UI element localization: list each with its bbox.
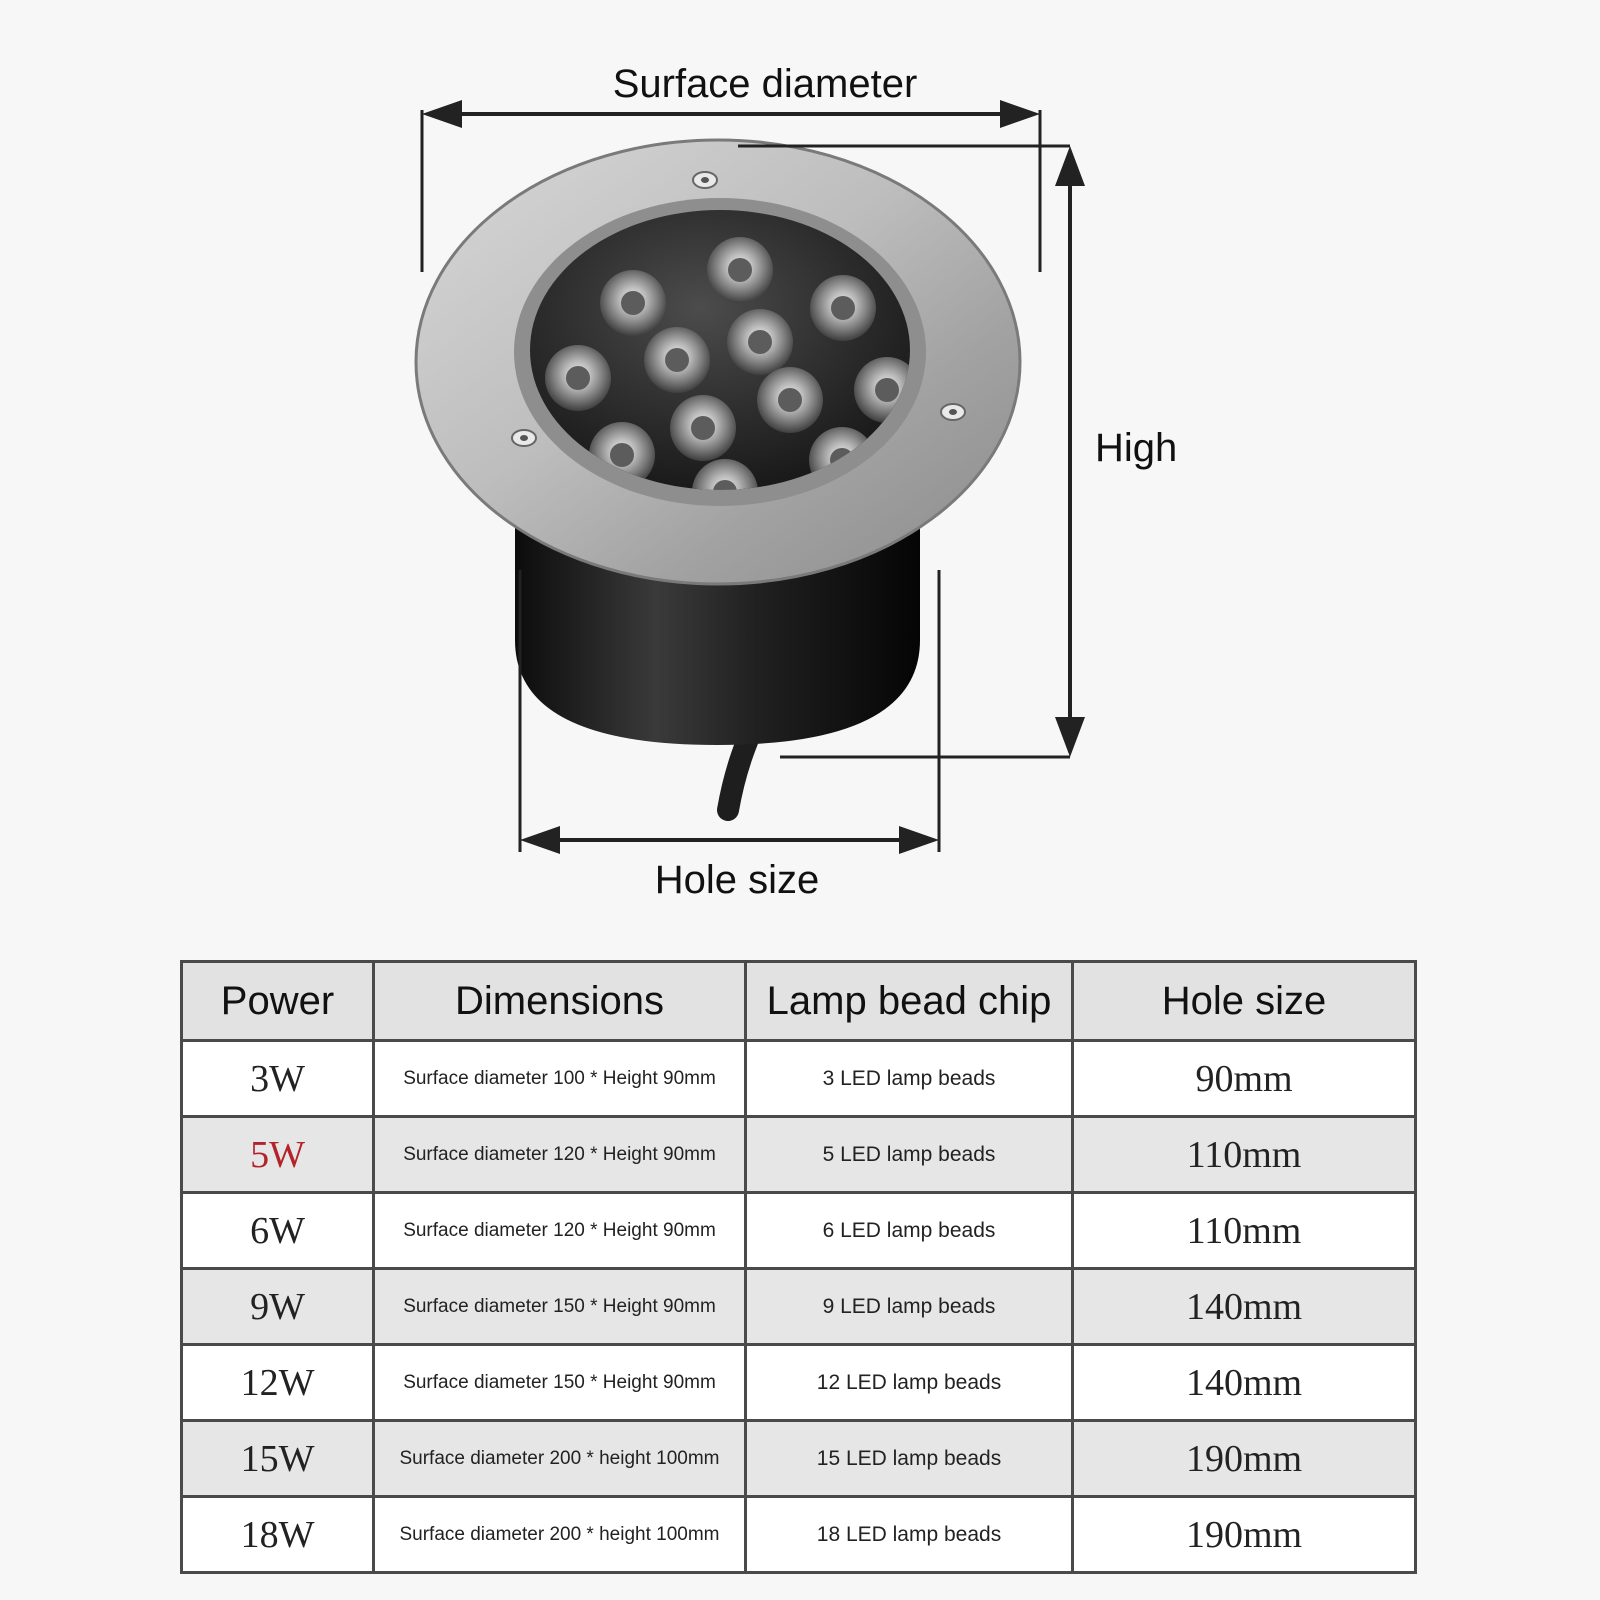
table-row: [182, 1497, 1416, 1573]
led-bead-icon: [644, 327, 710, 393]
table-row: [182, 1345, 1416, 1421]
hole-cell: 110mm: [1073, 1117, 1416, 1193]
dimensions-cell: Surface diameter 150 * Height 90mm: [374, 1345, 746, 1421]
hole-cell: 140mm: [1073, 1345, 1416, 1421]
table-row: [182, 1041, 1416, 1117]
high-label: High: [1095, 426, 1178, 470]
power-cell: 3W: [182, 1041, 374, 1117]
power-cell: 5W: [182, 1117, 374, 1193]
dimensions-cell: Surface diameter 120 * Height 90mm: [374, 1117, 746, 1193]
table-row: [182, 1117, 1416, 1193]
dimensions-cell: Surface diameter 150 * Height 90mm: [374, 1269, 746, 1345]
power-cell: 12W: [182, 1345, 374, 1421]
header-dimensions: Dimensions: [374, 962, 746, 1041]
dimensions-cell: Surface diameter 120 * Height 90mm: [374, 1193, 746, 1269]
hole-cell: 190mm: [1073, 1497, 1416, 1573]
chip-cell: 5 LED lamp beads: [746, 1117, 1073, 1193]
led-bead-icon: [707, 237, 773, 303]
table-row: [182, 1193, 1416, 1269]
hole-cell: 90mm: [1073, 1041, 1416, 1117]
arrow-left-icon: [520, 826, 560, 854]
header-power: Power: [182, 962, 374, 1041]
power-cell: 9W: [182, 1269, 374, 1345]
dimensions-cell: Surface diameter 200 * height 100mm: [374, 1421, 746, 1497]
hole-cell: 140mm: [1073, 1269, 1416, 1345]
arrow-right-icon: [899, 826, 939, 854]
led-bead-icon: [600, 270, 666, 336]
led-bead-icon: [545, 345, 611, 411]
power-cell: 18W: [182, 1497, 374, 1573]
chip-cell: 6 LED lamp beads: [746, 1193, 1073, 1269]
hole-size-label: Hole size: [654, 858, 820, 902]
arrow-down-icon: [1055, 717, 1085, 757]
chip-cell: 12 LED lamp beads: [746, 1345, 1073, 1421]
surface-diameter-label: Surface diameter: [612, 62, 918, 106]
dimensions-cell: Surface diameter 200 * height 100mm: [374, 1497, 746, 1573]
arrow-right-icon: [1000, 100, 1040, 128]
header-lamp-bead-chip: Lamp bead chip: [746, 962, 1073, 1041]
hole-cell: 110mm: [1073, 1193, 1416, 1269]
table-header-row: [182, 962, 1416, 1041]
arrow-up-icon: [1055, 146, 1085, 186]
chip-cell: 15 LED lamp beads: [746, 1421, 1073, 1497]
led-bead-icon: [757, 367, 823, 433]
chip-cell: 3 LED lamp beads: [746, 1041, 1073, 1117]
table-row: [182, 1421, 1416, 1497]
table-row: [182, 1269, 1416, 1345]
spec-table: [180, 960, 1417, 1574]
header-hole-size: Hole size: [1073, 962, 1416, 1041]
power-cell: 6W: [182, 1193, 374, 1269]
screw-icon: [693, 172, 717, 188]
led-bead-icon: [810, 275, 876, 341]
led-bead-icon: [670, 395, 736, 461]
arrow-left-icon: [422, 100, 462, 128]
dimensions-cell: Surface diameter 100 * Height 90mm: [374, 1041, 746, 1117]
screw-icon: [512, 430, 536, 446]
chip-cell: 9 LED lamp beads: [746, 1269, 1073, 1345]
led-bead-icon: [727, 309, 793, 375]
hole-cell: 190mm: [1073, 1421, 1416, 1497]
power-cell: 15W: [182, 1421, 374, 1497]
screw-icon: [941, 404, 965, 420]
chip-cell: 18 LED lamp beads: [746, 1497, 1073, 1573]
